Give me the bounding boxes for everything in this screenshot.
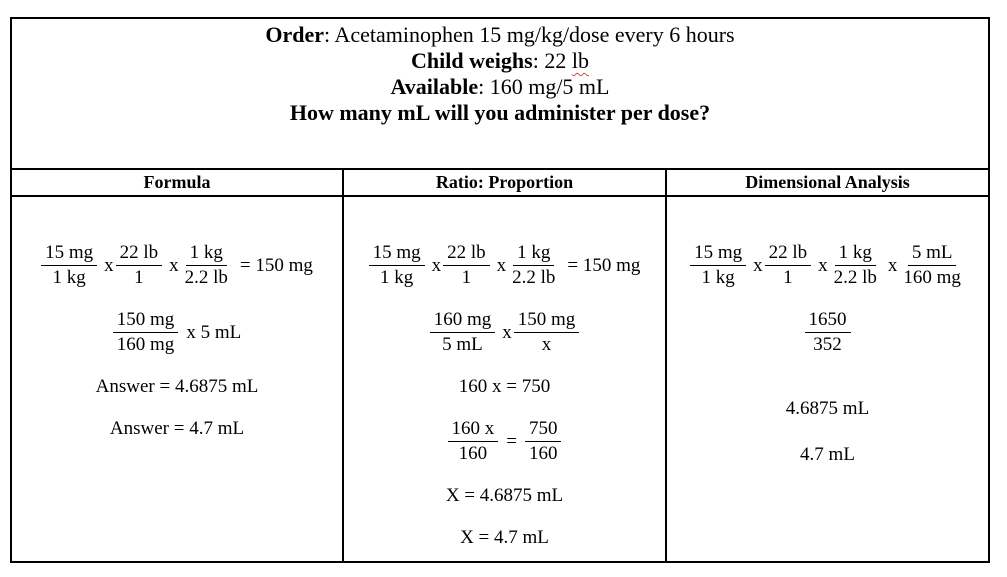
fraction-numerator: 150 mg — [113, 309, 179, 333]
multiply-operator: x — [818, 254, 828, 276]
fraction — [805, 309, 851, 356]
fraction-numerator: 1650 — [805, 309, 851, 333]
fraction-numerator: 1 kg — [835, 242, 876, 266]
fraction — [765, 242, 812, 289]
fraction — [430, 309, 496, 356]
fraction-numerator: 22 lb — [116, 242, 163, 266]
multiply-operator: x — [753, 254, 763, 276]
problem-line-order — [12, 22, 988, 48]
equation-block — [110, 418, 244, 440]
fraction — [448, 418, 499, 465]
equation-block — [459, 376, 550, 398]
fraction-denominator: 5 mL — [442, 334, 483, 355]
equation-block — [805, 309, 851, 356]
fraction — [514, 309, 580, 356]
fraction — [525, 418, 562, 465]
equation-text: Answer = 4.6875 mL — [95, 376, 259, 397]
dosage-worksheet-table — [10, 17, 990, 563]
multiply-operator: x — [502, 321, 512, 343]
fraction-numerator: 22 lb — [443, 242, 490, 266]
equation-text: X = 4.7 mL — [460, 527, 549, 548]
fraction-denominator: 1 — [783, 267, 793, 288]
multiply-operator: x — [104, 254, 114, 276]
equation-text: = 150 mg — [567, 254, 641, 276]
fraction-numerator: 150 mg — [514, 309, 580, 333]
equation-block — [41, 242, 313, 289]
column-header-ratio-proportion: Ratio: Proportion — [342, 170, 665, 195]
column-header-row — [12, 170, 988, 197]
equation-block — [113, 309, 241, 356]
fraction — [181, 242, 232, 289]
fraction-denominator: 1 kg — [379, 267, 414, 288]
problem-line-available — [12, 74, 988, 100]
fraction-denominator: 1 — [461, 267, 472, 288]
fraction-denominator: 2.2 lb — [184, 267, 228, 288]
fraction-numerator: 15 mg — [41, 242, 97, 266]
fraction — [899, 242, 965, 289]
fraction — [443, 242, 490, 289]
column-body-formula — [12, 197, 342, 561]
problem-question: How many mL will you administer per dose? — [289, 100, 711, 125]
solution-row — [12, 197, 988, 561]
fraction-denominator: 1 kg — [701, 267, 735, 288]
fraction-denominator: 160 mg — [903, 267, 961, 288]
fraction-numerator: 160 x — [448, 418, 499, 442]
fraction-denominator: 2.2 lb — [512, 267, 556, 288]
fraction-denominator: 1 kg — [52, 267, 86, 288]
fraction — [116, 242, 163, 289]
multiply-operator: x — [887, 254, 898, 276]
equation-block — [446, 485, 563, 507]
column-body-dimensional-analysis — [665, 197, 988, 561]
equation-block — [460, 527, 549, 549]
fraction — [690, 242, 746, 289]
equation-block — [448, 418, 562, 465]
equation-text: 4.7 mL — [800, 444, 855, 465]
problem-label: Order — [265, 22, 325, 47]
equation-block — [430, 309, 580, 356]
multiply-operator: x — [431, 254, 442, 276]
equation-block — [800, 444, 855, 466]
equation-text: Answer = 4.7 mL — [109, 418, 245, 439]
column-body-ratio-proportion — [342, 197, 665, 561]
fraction-denominator: 2.2 lb — [833, 267, 877, 288]
fraction — [508, 242, 559, 289]
fraction-denominator: 160 — [458, 443, 488, 464]
equation-text: X = 4.6875 mL — [445, 485, 564, 506]
problem-text: : 160 mg/5 mL — [478, 74, 610, 99]
equation-block — [96, 376, 259, 398]
equation-block — [369, 242, 641, 289]
equation-text: = — [506, 430, 517, 452]
fraction-denominator: x — [541, 334, 552, 355]
equation-text: 4.6875 mL — [785, 398, 870, 419]
fraction-numerator: 750 — [525, 418, 562, 442]
equation-block — [690, 242, 965, 289]
problem-label: Available — [390, 74, 479, 99]
misspelled-word: lb — [571, 48, 589, 73]
fraction-numerator: 15 mg — [690, 242, 746, 266]
column-header-formula: Formula — [143, 172, 211, 192]
fraction — [41, 242, 97, 289]
equation-text: = 150 mg — [239, 254, 313, 276]
fraction-denominator: 1 — [134, 267, 144, 288]
problem-text: : 22 — [532, 48, 572, 73]
fraction-numerator: 15 mg — [369, 242, 425, 266]
fraction-numerator: 5 mL — [908, 242, 957, 266]
problem-label: Child weighs — [411, 48, 533, 73]
fraction-numerator: 160 mg — [430, 309, 496, 333]
equation-text: x 5 mL — [186, 321, 242, 343]
multiply-operator: x — [496, 254, 507, 276]
equation-text: 160 x = 750 — [458, 376, 551, 397]
equation-block — [786, 398, 869, 420]
column-header-dimensional-analysis: Dimensional Analysis — [665, 170, 988, 195]
problem-statement — [12, 19, 988, 170]
fraction-numerator: 22 lb — [765, 242, 812, 266]
fraction — [113, 309, 179, 356]
problem-line-weight — [12, 48, 988, 74]
fraction-denominator: 352 — [813, 334, 842, 355]
fraction-numerator: 1 kg — [513, 242, 554, 266]
fraction — [369, 242, 425, 289]
problem-text: : Acetaminophen 15 mg/kg/dose every 6 hours — [324, 22, 735, 47]
fraction-denominator: 160 mg — [116, 334, 175, 355]
fraction-denominator: 160 — [528, 443, 558, 464]
fraction — [830, 242, 881, 289]
problem-line-question — [12, 100, 988, 126]
multiply-operator: x — [169, 254, 179, 276]
fraction-numerator: 1 kg — [186, 242, 227, 266]
